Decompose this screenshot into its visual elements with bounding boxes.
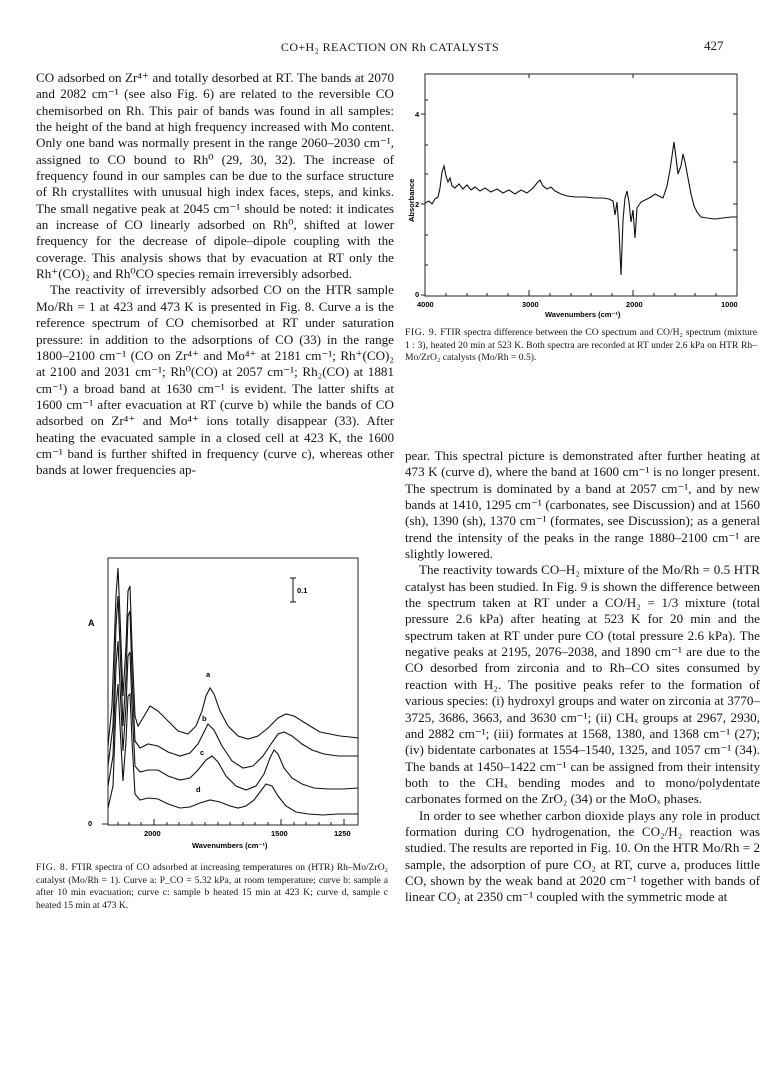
fig8-curve-label-d: d	[196, 785, 201, 794]
fig8-curve-label-b: b	[202, 714, 207, 723]
paragraph: In order to see whether carbon dioxide plays any role in product formation during CO hydrogenation, the CO₂/H₂ reaction was studied. The results are reported in Fig. 10. On the HTR Mo/Rh = 2 sample, the adsorption of pure CO₂ at RT, curve a, produces little CO, shown by the weak band at 2020 cm⁻¹ together with bands of linear CO₂ at 2350 cm⁻¹ coupled with the symmetric mode at	[405, 807, 760, 905]
running-header: CO+H₂ REACTION ON Rh CATALYSTS	[280, 40, 500, 54]
fig8-x-axis-label: Wavenumbers (cm⁻¹)	[192, 841, 268, 850]
figure-9-caption-label: FIG. 9.	[405, 327, 438, 338]
fig9-xtick-3000: 3000	[522, 300, 539, 309]
figure-8-curve-b	[108, 596, 358, 768]
right-column-text	[405, 448, 760, 906]
figure-8	[88, 556, 388, 856]
page-number: 427	[704, 38, 724, 53]
fig8-ytick-0: 0	[88, 819, 93, 828]
paragraph: The reactivity towards CO–H₂ mixture of the Mo/Rh = 0.5 HTR catalyst has been studied. In Fig. 9 is shown the difference between the spectrum taken at RT under a CO/H₂ = 1/3 mixture (total pressure 2.6 kPa) after heating at 523 K for 20 min and the spectrum taken at RT under pure CO (total pressure 2.6 kPa). The negative peaks at 2195, 2076–2038, and 1890 cm⁻¹ are due to the CO desorbed from zirconia and to Rh–CO sites consumed by reaction with H₂. The positive peaks refer to the formation of various species: (i) hydroxyl groups and water on zirconia at 3770–3725, 3686, 3663, and 3630 cm⁻¹; (ii) CHₓ groups at 2967, 2930, and 2882 cm⁻¹; (iii) formates at 1568, 1380, and 1368 cm⁻¹ (27); (iv) bidentate carbonates at 1554–1540, 1325, and 1057 cm⁻¹ (34). The bands at 1450–1422 cm⁻¹ can be assigned from their intensity both to the CHₓ bending modes and to mono/polydentate carbonates formed on the ZrO₂ (34) or the MoOₓ phases.	[405, 562, 760, 807]
figure-9-caption-text: FTIR spectra difference between the CO spectrum and CO/H₂ spectrum (mixture 1 : 3), heated 20 min at 523 K. Both spectra are recorded at RT under 2.6 kPa on HTR Rh–Mo/ZrO₂ catalysts (Mo/Rh = 0.5).	[405, 327, 757, 364]
fig9-xtick-1000: 1000	[721, 300, 738, 309]
fig8-xtick-2000: 2000	[144, 829, 161, 838]
figure-9-spectrum	[425, 142, 737, 275]
fig8-xtick-1500: 1500	[271, 829, 288, 838]
figure-8-caption	[36, 862, 388, 912]
figure-8-curve-c	[108, 641, 358, 790]
paragraph: The reactivity of irreversibly adsorbed CO on the HTR sample Mo/Rh = 1 at 423 and 473 K is presented in Fig. 8. Curve a is the reference spectrum of CO chemisorbed at RT under saturation pressure: in addition to the adsorptions of CO (33) in the range 1800–2100 cm⁻¹ (CO on Zr⁴⁺ and Mo⁴⁺ at 2181 cm⁻¹; Rh⁺(CO)₂ at 2100 and 2031 cm⁻¹; Rh⁰(CO) at 2057 cm⁻¹; Rh₂(CO) at 1881 cm⁻¹) a broad band at 1630 cm⁻¹ is evident. The latter shifts at 1600 cm⁻¹ after evacuation at RT (curve b) while the bands of CO adsorbed on Zr⁴⁺ and Mo⁴⁺ ions totally disappear (33). After heating the evacuated sample in a closed cell at 423 K, the 1600 cm⁻¹ band is further shifted in frequency (curve c), whereas other bands at lower frequencies ap-	[36, 282, 394, 478]
fig9-y-axis-label: Absorbance	[407, 178, 416, 222]
fig8-xtick-1250: 1250	[334, 829, 351, 838]
fig9-xtick-2000: 2000	[626, 300, 643, 309]
figure-9-caption	[405, 327, 757, 365]
fig9-xtick-4000: 4000	[417, 300, 434, 309]
fig8-curve-label-c: c	[200, 748, 205, 757]
figure-9	[405, 70, 745, 320]
figure-8-plot	[88, 556, 388, 856]
paragraph: CO adsorbed on Zr⁴⁺ and totally desorbed at RT. The bands at 2070 and 2082 cm⁻¹ (see also Fig. 6) are related to the reversible CO chemisorbed on Rh. This pair of bands was found in all samples: the height of the band at high frequency increased with Mo content. Only one band was normally present in the range 2060–2030 cm⁻¹, assigned to CO bound to Rh⁰ (29, 30, 32). The increase of frequency found in our samples can be due to the surface structure of Rh crystallites with unusual high index faces, steps, and kinks. The small negative peak at 2045 cm⁻¹ should be noted: it indicates an increase of CO linearly adsorbed on Rh⁰, shifted at lower frequency for the decrease of dipole–dipole coupling with the coverage. This analysis shows that by evacuation at RT only the Rh⁺(CO)₂ and Rh⁰CO species remain irreversibly adsorbed.	[36, 70, 394, 282]
fig8-y-axis-label: A	[88, 618, 95, 628]
figure-8-caption-text: FTIR spectra of CO adsorbed at increasing temperatures on (HTR) Rh–Mo/ZrO₂ catalyst (Mo/Rh = 1). Curve a: P_CO = 5.32 kPa, at room temperature; curve b: sample a after 10 min evacuation; curve c: sample b heated 15 min at 423 K; curve d, sample c heated 15 min at 473 K.	[36, 862, 389, 911]
fig9-ytick-0: 0	[415, 290, 420, 299]
fig9-x-axis-label: Wavenumbers (cm⁻¹)	[545, 310, 621, 319]
figure-8-curve-a	[108, 568, 358, 746]
figure-9-plot	[405, 70, 745, 320]
fig9-ytick-2: 2	[415, 200, 420, 209]
figure-8-curve-d	[108, 684, 358, 815]
fig8-scale-bar-label: 0.1	[297, 586, 308, 595]
figure-8-caption-label: FIG. 8.	[36, 862, 69, 873]
fig8-curve-label-a: a	[206, 670, 211, 679]
fig9-ytick-4: 4	[415, 110, 420, 119]
paragraph: pear. This spectral picture is demonstrated after further heating at 473 K (curve d), where the band at 1600 cm⁻¹ is no longer present. The spectrum is dominated by a band at 2057 cm⁻¹, and by new bands at 1410, 1295 cm⁻¹ (carbonates, see Discussion) and at 1560 (sh), 1390 (sh), 1370 cm⁻¹ (formates, see Discussion); as a general trend the intensity of the peaks in the range 1880–2100 cm⁻¹ are slightly lowered.	[405, 448, 760, 562]
left-column-text	[36, 70, 394, 479]
